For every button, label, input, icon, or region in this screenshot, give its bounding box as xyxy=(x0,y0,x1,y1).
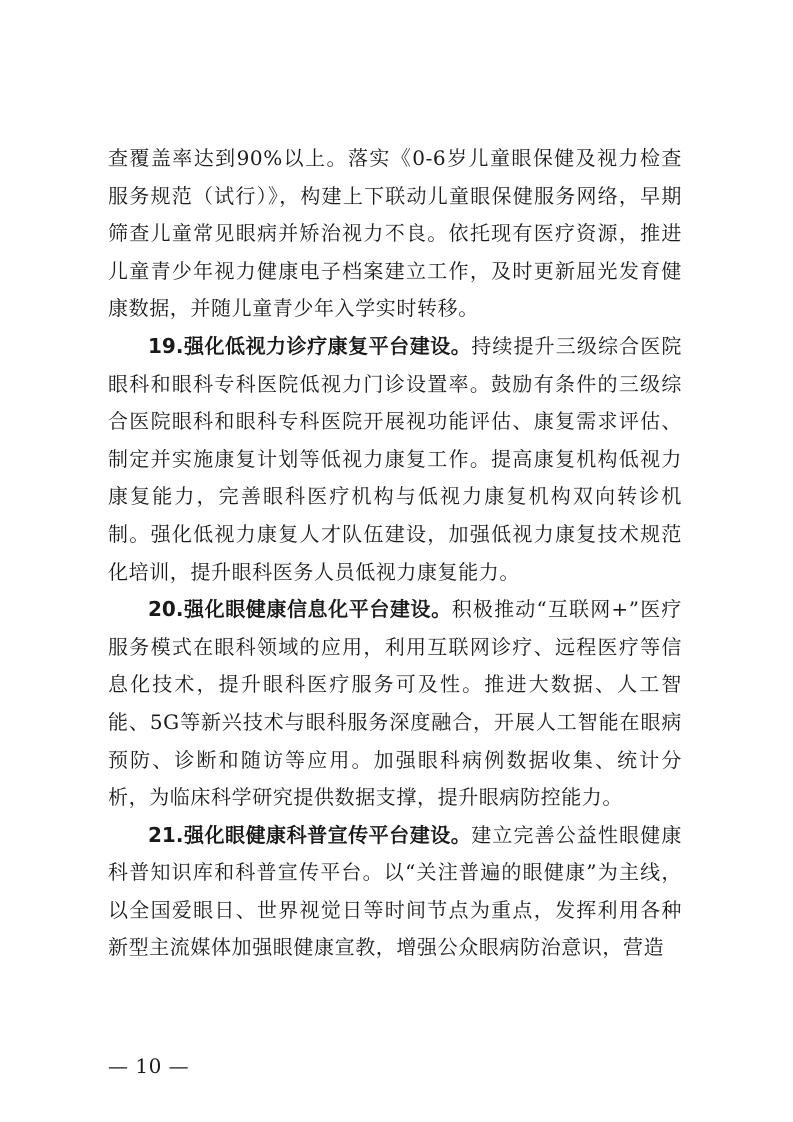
paragraph-text: 查覆盖率达到90%以上。落实《0-6岁儿童眼保健及视力检查服务规范（试行）》，构建上下联动儿童眼保健服务网络，早期筛查儿童常见眼病并矫治视力不良。依托现有医疗资源，推进儿童青少年视力健康电子档案建立工作，及时更新屈光发育健康数据，并随儿童青少年入学实时转移。 xyxy=(108,146,682,321)
paragraph-heading: 21.强化眼健康科普宣传平台建设。 xyxy=(148,822,472,847)
paragraph-20-informatization xyxy=(108,591,682,817)
paragraph-continuation xyxy=(108,140,682,328)
document-body xyxy=(108,140,682,967)
paragraph-text: 积极推动“互联网+”医疗服务模式在眼科领域的应用，利用互联网诊疗、远程医疗等信息化技术，提升眼科医疗服务可及性。推进大数据、人工智能、5G等新兴技术与眼科服务深度融合，开展人工智能在眼病预防、诊断和随访等应用。加强眼科病例数据收集、统计分析，为临床科学研究提供数据支撑，提升眼病防控能力。 xyxy=(108,597,682,810)
paragraph-text: 建立完善公益性眼健康科普知识库和科普宣传平台。以“关注普遍的眼健康”为主线，以全国爱眼日、世界视觉日等时间节点为重点，发挥利用各种新型主流媒体加强眼健康宣教，增强公众眼病防治意识，营造 xyxy=(108,822,682,960)
paragraph-text: 持续提升三级综合医院眼科和眼科专科医院低视力门诊设置率。鼓励有条件的三级综合医院眼科和眼科专科医院开展视功能评估、康复需求评估、制定并实施康复计划等低视力康复工作。提高康复机构低视力康复能力，完善眼科医疗机构与低视力康复机构双向转诊机制。强化低视力康复人才队伍建设，加强低视力康复技术规范化培训，提升眼科医务人员低视力康复能力。 xyxy=(108,333,682,584)
paragraph-21-science-popularization xyxy=(108,817,682,967)
page-number: — 10 — xyxy=(108,1054,190,1078)
paragraph-heading: 20.强化眼健康信息化平台建设。 xyxy=(148,597,452,622)
paragraph-heading: 19.强化低视力诊疗康复平台建设。 xyxy=(148,333,472,358)
paragraph-19-low-vision xyxy=(108,328,682,591)
